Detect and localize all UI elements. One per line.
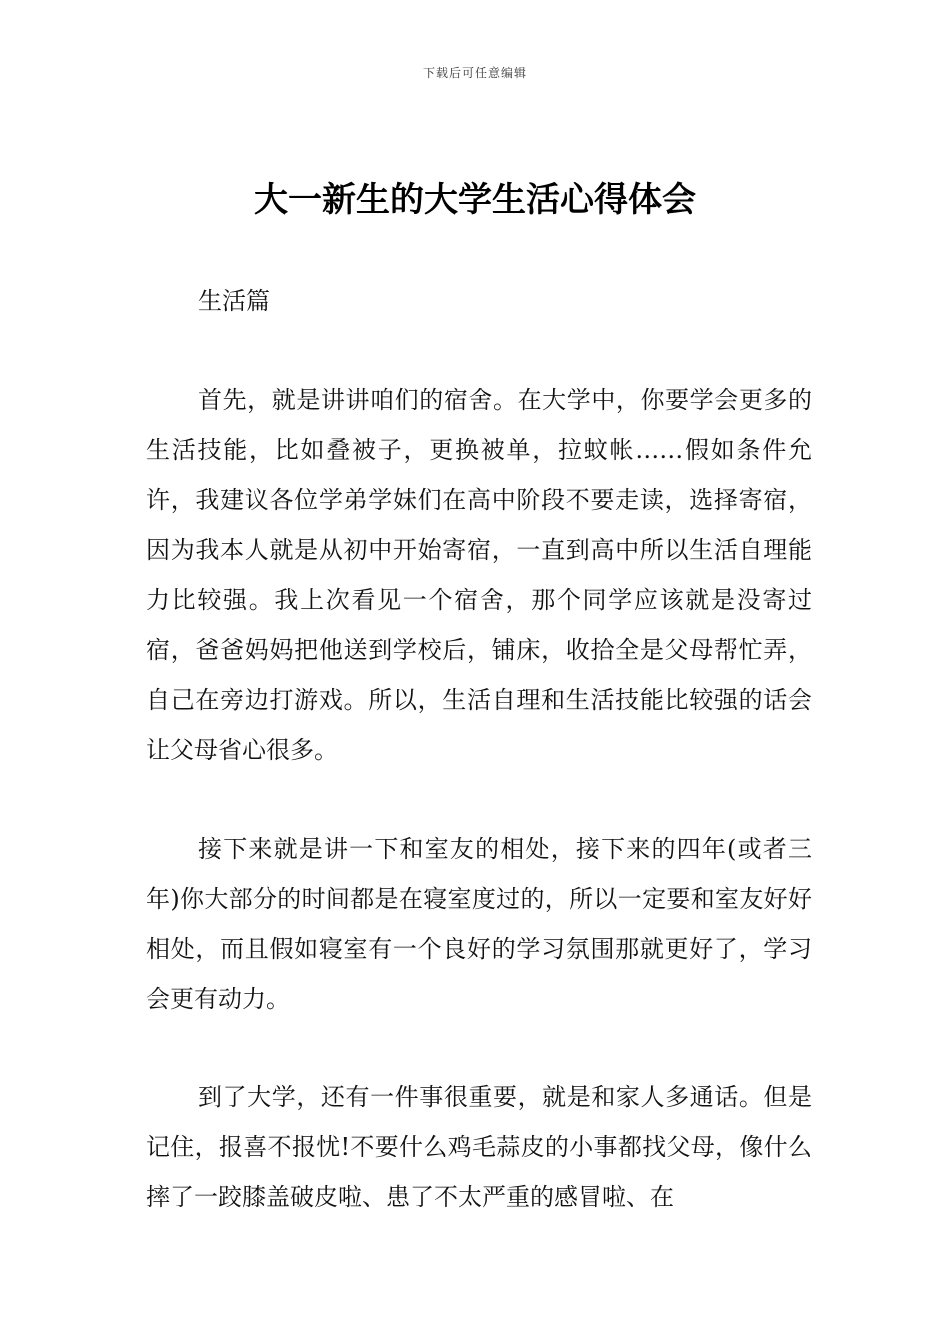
paragraph-2 — [146, 824, 812, 1024]
paragraph-text: 首先，就是讲讲咱们的宿舍。在大学中，你要学会更多的生活技能，比如叠被子，更换被单，拉蚊帐……假如条件允许，我建议各位学弟学妹们在高中阶段不要走读，选择寄宿，因为我本人就是从初中开始寄宿，一直到高中所以生活自理能力比较强。我上次看见一个宿舍，那个同学应该就是没寄过宿，爸爸妈妈把他送到学校后，铺床，收拾全是父母帮忙弄，自己在旁边打游戏。所以，生活自理和生活技能比较强的话会让父母省心很多。 — [146, 386, 812, 764]
paragraph-3 — [146, 1072, 812, 1222]
paragraph-1 — [146, 375, 812, 775]
document-title: 大一新生的大学生活心得体会 — [254, 180, 696, 220]
section-heading — [146, 276, 812, 326]
paragraph-text: 接下来就是讲一下和室友的相处，接下来的四年(或者三年)你大部分的时间都是在寝室度过的，所以一定要和室友好好相处，而且假如寝室有一个良好的学习氛围那就更好了，学习会更有动力。 — [146, 835, 812, 1013]
section-heading-text: 生活篇 — [198, 287, 270, 315]
paragraph-text: 到了大学，还有一件事很重要，就是和家人多通话。但是记住，报喜不报忧!不要什么鸡毛蒜皮的小事都找父母，像什么摔了一跤膝盖破皮啦、患了不太严重的感冒啦、在 — [146, 1083, 812, 1211]
page-header-note: 下载后可任意编辑 — [422, 66, 527, 80]
